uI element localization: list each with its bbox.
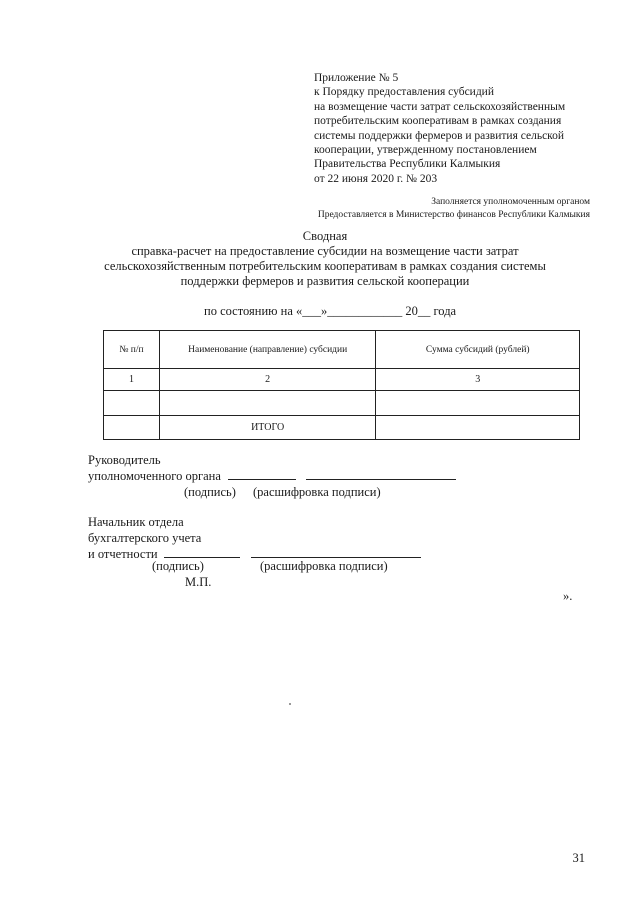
total-label: ИТОГО	[159, 416, 376, 440]
table-cell[interactable]	[104, 391, 160, 416]
header-subsidy-name: Наименование (направление) субсидии	[159, 331, 376, 369]
header-subsidy-amount: Сумма субсидий (рублей)	[376, 331, 580, 369]
total-row	[104, 416, 580, 440]
accountant-title-line1: Начальник отдела	[88, 515, 184, 529]
appendix-line: системы поддержки фермеров и развития сельской	[314, 129, 565, 142]
appendix-line: к Порядку предоставления субсидий	[314, 86, 494, 99]
closing-quote: ».	[563, 589, 573, 603]
column-number: 1	[104, 369, 160, 391]
accountant-caption-sign: (подпись)	[152, 559, 204, 573]
accountant-signature-field[interactable]	[164, 547, 240, 558]
head-signature-line	[88, 469, 456, 485]
head-caption-sign: (подпись)	[184, 485, 236, 499]
submitted-to-note: Предоставляется в Министерство финансов Республики Калмыкия	[317, 209, 590, 220]
table-header-row	[104, 331, 580, 369]
table-cell[interactable]	[104, 416, 160, 440]
appendix-line: Правительства Республики Калмыкия	[314, 158, 501, 171]
head-title-line2: уполномоченного органа	[88, 469, 221, 483]
table-cell[interactable]	[159, 391, 376, 416]
head-caption-decode: (расшифровка подписи)	[253, 485, 381, 499]
filing-notes	[318, 196, 590, 221]
title-line: Сводная	[302, 229, 348, 243]
table-row	[104, 391, 580, 416]
filled-by-note: Заполняется уполномоченным органом	[431, 197, 590, 207]
head-title-line1: Руководитель	[88, 453, 161, 467]
accountant-name-field[interactable]	[251, 547, 421, 558]
subsidy-table	[103, 330, 580, 440]
title-line: справка-расчет на предоставление субсидии на возмещение части затрат	[131, 244, 519, 258]
header-number: № п/п	[104, 331, 160, 369]
appendix-line: Приложение № 5	[314, 72, 399, 84]
document-title	[80, 229, 570, 289]
appendix-line: кооперации, утвержденному постановлением	[314, 144, 537, 157]
appendix-block	[314, 71, 565, 186]
appendix-line: на возмещение части затрат сельскохозяйственным	[314, 100, 566, 113]
accountant-caption-decode: (расшифровка подписи)	[260, 559, 388, 573]
column-number: 2	[159, 369, 376, 391]
scan-speck	[289, 703, 291, 705]
appendix-line: потребительским кооперативам в рамках создания	[314, 115, 562, 128]
head-name-field[interactable]	[306, 469, 456, 480]
title-line: сельскохозяйственным потребительским кооперативам в рамках создания системы	[104, 259, 546, 273]
table-cell[interactable]	[376, 391, 580, 416]
as-of-date-line: по состоянию на «___»____________ 20__ года	[204, 304, 457, 318]
stamp-placeholder: М.П.	[185, 575, 212, 589]
column-number-row	[104, 369, 580, 391]
title-line: поддержки фермеров и развития сельской кооперации	[180, 274, 470, 288]
page-number: 31	[572, 851, 585, 865]
head-signature-field[interactable]	[228, 469, 296, 480]
column-number: 3	[376, 369, 580, 391]
accountant-title-line3: и отчетности	[88, 547, 158, 561]
appendix-line: от 22 июня 2020 г. № 203	[314, 172, 438, 185]
accountant-title-line2: бухгалтерского учета	[88, 531, 202, 545]
total-amount-cell[interactable]	[376, 416, 580, 440]
